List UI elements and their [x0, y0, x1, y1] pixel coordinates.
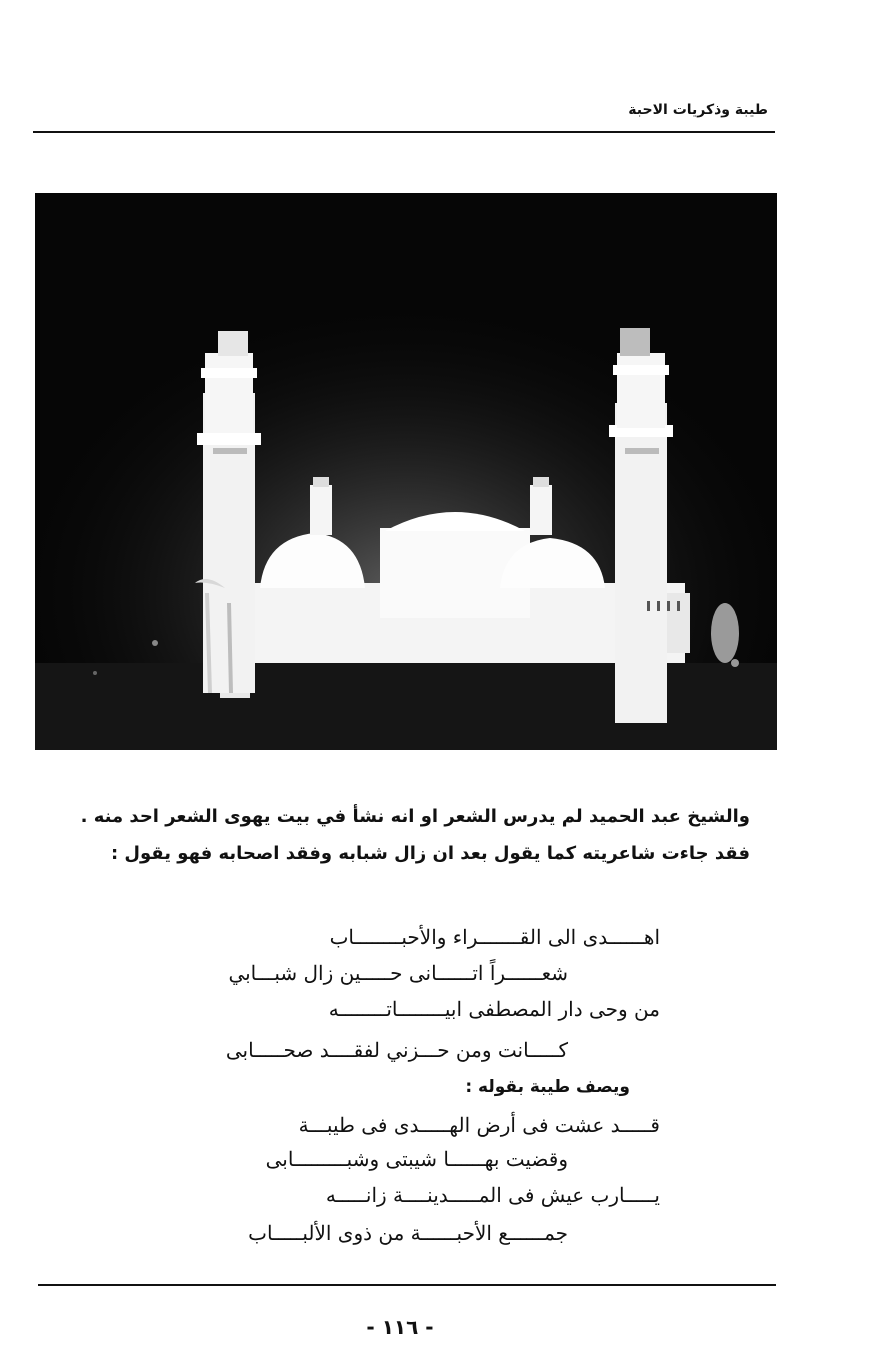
prose-line-2: فقد جاءت شاعريته كما يقول بعد ان زال شبابه وفقد اصحابه فهو يقول : — [110, 843, 750, 864]
footer-rule — [38, 1284, 776, 1286]
poem-verse: اهــــــدى الى القـــــــراء والأحبــــــــاب — [329, 925, 660, 949]
mosque-photo — [35, 193, 777, 750]
poem-verse: قـــــد عشت فى أرض الهـــــدى فى طيبـــة — [298, 1113, 660, 1137]
prose-line-1: والشيخ عبد الحميد لم يدرس الشعر او انه نشأ في بيت يهوى الشعر احد منه . — [80, 806, 750, 827]
poem-verse: يـــــارب عيش فى المـــــدينــــة زانـــــه — [325, 1183, 660, 1207]
poem-verse: وقضيت بهــــــا شيبتى وشبـــــــــابى — [265, 1147, 568, 1171]
header-title: طيبة وذكريات الاحبة — [628, 102, 768, 118]
poem-verse: جمــــــع الأحبــــــة من ذوى الألبـــــاب — [248, 1221, 568, 1245]
poem-verse: شعــــــراً اتــــــانى حـــــين زال شبـــابي — [228, 961, 568, 985]
note-line: ويصف طيبة بقوله : — [465, 1077, 630, 1097]
poem-verse: كـــــانت ومن حـــزني لفقــــد صحـــــابى — [225, 1038, 568, 1062]
poem-verse: من وحى دار المصطفى ابيــــــــاتــــــــه — [328, 997, 660, 1021]
mosque-illustration — [35, 193, 777, 750]
header-rule — [33, 131, 775, 133]
page-number: - ١١٦ - — [366, 1315, 434, 1339]
